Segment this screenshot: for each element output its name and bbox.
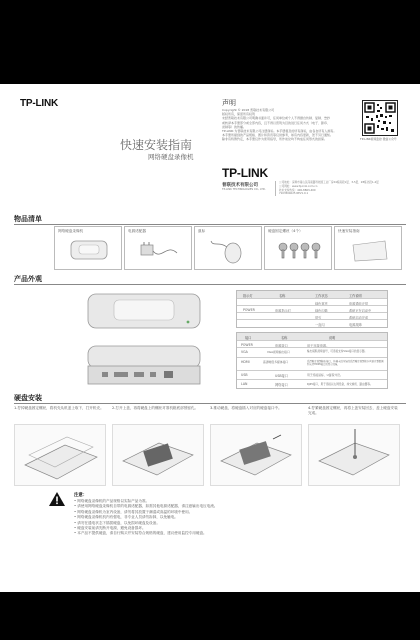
- table-cell: 网络接口: [275, 383, 288, 387]
- table-cell: USB: [241, 373, 248, 377]
- cover-subtitle: 网络硬盘录像机: [148, 153, 194, 161]
- notes-title: 注意：: [74, 493, 88, 498]
- company-info-line: 7103504025 REV1.0.1: [279, 192, 309, 196]
- mouse-illustration: [209, 237, 249, 265]
- top-black-band: [0, 0, 420, 84]
- table-header-cell: 接口: [245, 336, 252, 340]
- table-cell: VGA视频输出接口: [267, 350, 290, 354]
- statement-line: 本手册所提到的产品规格、图片和资讯等仅供参考，如有内容更新，恕不另行通知。: [222, 133, 334, 138]
- table-cell: RJ45接口，用于连接以太网设备，如交换机、路由器等。: [307, 383, 373, 386]
- note-item: • 网络硬盘录像机的产品规格以实际产品为准。: [74, 499, 150, 503]
- table-row: [237, 357, 387, 371]
- note-item: • 网络硬盘录像机为室内设备，请勿将其放置于潮湿或高温的环境中使用。: [74, 509, 193, 514]
- note-item: • 网络硬盘录像机机内有强电，非专业人员请勿拆卸，以免触电。: [74, 515, 178, 520]
- item-screws: [264, 226, 332, 270]
- qr-code-icon: [362, 100, 398, 136]
- notes-list: [74, 499, 404, 537]
- guide-illustration: [349, 239, 389, 263]
- table-header-row: [237, 333, 387, 340]
- table-cell: HDMI: [241, 360, 250, 364]
- table-cell: 电源接口: [275, 344, 288, 348]
- table-cell: 高清晰度多媒体接口: [263, 360, 289, 364]
- table-row: [237, 319, 387, 327]
- warning-icon: [48, 491, 66, 507]
- statement-line: 版权所有，保留所有权利: [222, 112, 256, 117]
- step-4-figure: [308, 424, 400, 486]
- section-divider: [14, 224, 406, 225]
- step-3-figure: [210, 424, 302, 486]
- tp-link-logo: TP-LINK: [20, 98, 59, 109]
- section-divider: [14, 284, 406, 285]
- company-name-en: TP-LINK TECHNOLOGIES CO., LTD.: [222, 188, 266, 191]
- company-info-line: 技术支持热线：400-8863-400: [279, 188, 316, 192]
- table-cell: 电源指示灯: [275, 309, 291, 313]
- table-cell: 系统启动完成: [349, 316, 369, 320]
- indicator-table: [236, 290, 388, 328]
- bottom-black-band: [0, 592, 420, 640]
- screws-illustration: [275, 239, 323, 263]
- company-info-line: 公司网址：www.tp-link.com.cn: [279, 184, 318, 188]
- step-1-figure: [14, 424, 106, 486]
- table-header-cell: 工作说明: [349, 294, 362, 298]
- table-cell: VGA: [241, 350, 248, 354]
- port-table: [236, 332, 388, 389]
- statement-line: 除非有特殊约定，本手册仅作为使用指导，所作谈论均不构成任何形式的担保。: [222, 137, 328, 142]
- table-cell: 电源通电正常: [349, 302, 369, 306]
- note-item: • 请勿在通电状态下插拔硬盘，以免损坏硬盘及设备。: [74, 520, 160, 525]
- item-quick-guide: [334, 226, 402, 270]
- table-cell: 一直闪: [315, 323, 325, 327]
- table-cell: POWER: [243, 308, 255, 312]
- table-header-cell: 名称: [281, 336, 288, 340]
- item-label: 网络硬盘录像机: [58, 229, 84, 233]
- tp-link-logo: TP-LINK: [222, 166, 268, 180]
- table-cell: POWER: [241, 343, 253, 347]
- table-header-row: [237, 291, 387, 298]
- nvr-rear-illustration: [84, 342, 204, 390]
- table-header-cell: 名称: [279, 294, 286, 298]
- statement-line: Copyright © 2018 普联技术有限公司: [222, 108, 275, 112]
- step-4-text: 4.拧紧硬盘固定螺丝，再将上盖安装回去，盖上硬盘安装完成。: [308, 406, 398, 415]
- cover-title: 快速安装指南: [120, 138, 193, 152]
- statement-line: 录制等）的传播。: [222, 124, 247, 129]
- step-3-text: 3.推动硬盘，将硬盘插入对应的硬盘接口中。: [210, 406, 282, 410]
- table-cell: 绿色闪烁: [315, 309, 328, 313]
- step-2-figure: [112, 424, 204, 486]
- table-cell: 用于连接鼠标、U盘等外设。: [307, 373, 343, 377]
- table-cell: USB接口: [275, 374, 288, 378]
- table-header-cell: 指示灯: [243, 294, 253, 298]
- note-item: • 本产品不提供硬盘，请自行购买并安装符合规格的硬盘，建议使用监控专用硬盘。: [74, 531, 207, 536]
- step-1-text: 1.拧掉硬盘固定螺丝，将机壳从机盖上取下，打开机壳。: [14, 406, 104, 410]
- item-power-adapter: [124, 226, 192, 270]
- statement-line: 未经普联技术有限公司明确书面许可，任何单位或个人不得擅自仿制、复制、誊抄: [222, 116, 331, 121]
- item-label: 鼠标: [198, 229, 206, 233]
- table-cell: 高清晰度视频输出接口，传输未经压缩的高清晰度视频和多声道音频数据到支持HDMI接口的显示设备。: [307, 360, 384, 366]
- statement-title: 声明: [222, 99, 236, 107]
- statement-line: TP-LINK 为普联技术有限公司注册商标。本手册提及的所有商标，由各自所有人拥有。: [222, 129, 337, 134]
- item-mouse: [194, 226, 262, 270]
- table-cell: 绿色常亮: [315, 302, 328, 306]
- company-info-line: 公司地址：深圳市南山区深南路科技园工业厂房24栋南段1层、3-5层、28栋北段1-4层: [279, 181, 379, 184]
- item-label: 快速安装指南: [338, 229, 360, 233]
- item-label: 电源适配器: [128, 229, 146, 233]
- table-cell: 电源故障: [349, 323, 362, 327]
- statement-line: 或转译本手册部分或全部内容，且不得以营利为目的进行任何方式（电子、影印、: [222, 120, 331, 125]
- table-cell: 用于连接电源。: [307, 344, 330, 348]
- table-cell: 输出模拟视频信号，可连接支持VGA接口的显示器。: [307, 350, 368, 353]
- adapter-illustration: [137, 237, 181, 265]
- section-title-appearance: 产品外观: [14, 275, 42, 283]
- nvr-illustration: [69, 237, 109, 263]
- nvr-front-illustration: [84, 288, 204, 334]
- step-2-text: 2.打开上盖，再将硬盘上的螺丝对准机箱底部预留孔。: [112, 406, 199, 410]
- company-name: 普联技术有限公司: [222, 183, 258, 188]
- item-label: 硬盘固定螺丝（4个）: [268, 229, 303, 233]
- guide-page: [0, 84, 420, 592]
- table-cell: 系统正在启动中: [349, 309, 372, 313]
- table-header-cell: 说明: [329, 336, 336, 340]
- table-cell: 常灭: [315, 316, 322, 320]
- table-cell: LAN: [241, 382, 248, 386]
- section-title-disk-install: 硬盘安装: [14, 394, 42, 402]
- item-nvr: [54, 226, 122, 270]
- company-info: [275, 181, 399, 196]
- section-title-list: 物品清单: [14, 215, 42, 223]
- note-item: • 请使用网络硬盘录像机自带的电源适配器，如需其他电源适配器，请注意输出电压电流。: [74, 504, 218, 509]
- statement-text: [222, 108, 352, 142]
- qr-caption: TP-LINK视频监控 微信公众号: [360, 137, 397, 141]
- section-divider: [14, 403, 406, 404]
- table-header-cell: 工作状态: [315, 294, 328, 298]
- table-row: [237, 379, 387, 389]
- note-item: • 硬盘安装前请先断开电源，避免设备损坏。: [74, 526, 146, 531]
